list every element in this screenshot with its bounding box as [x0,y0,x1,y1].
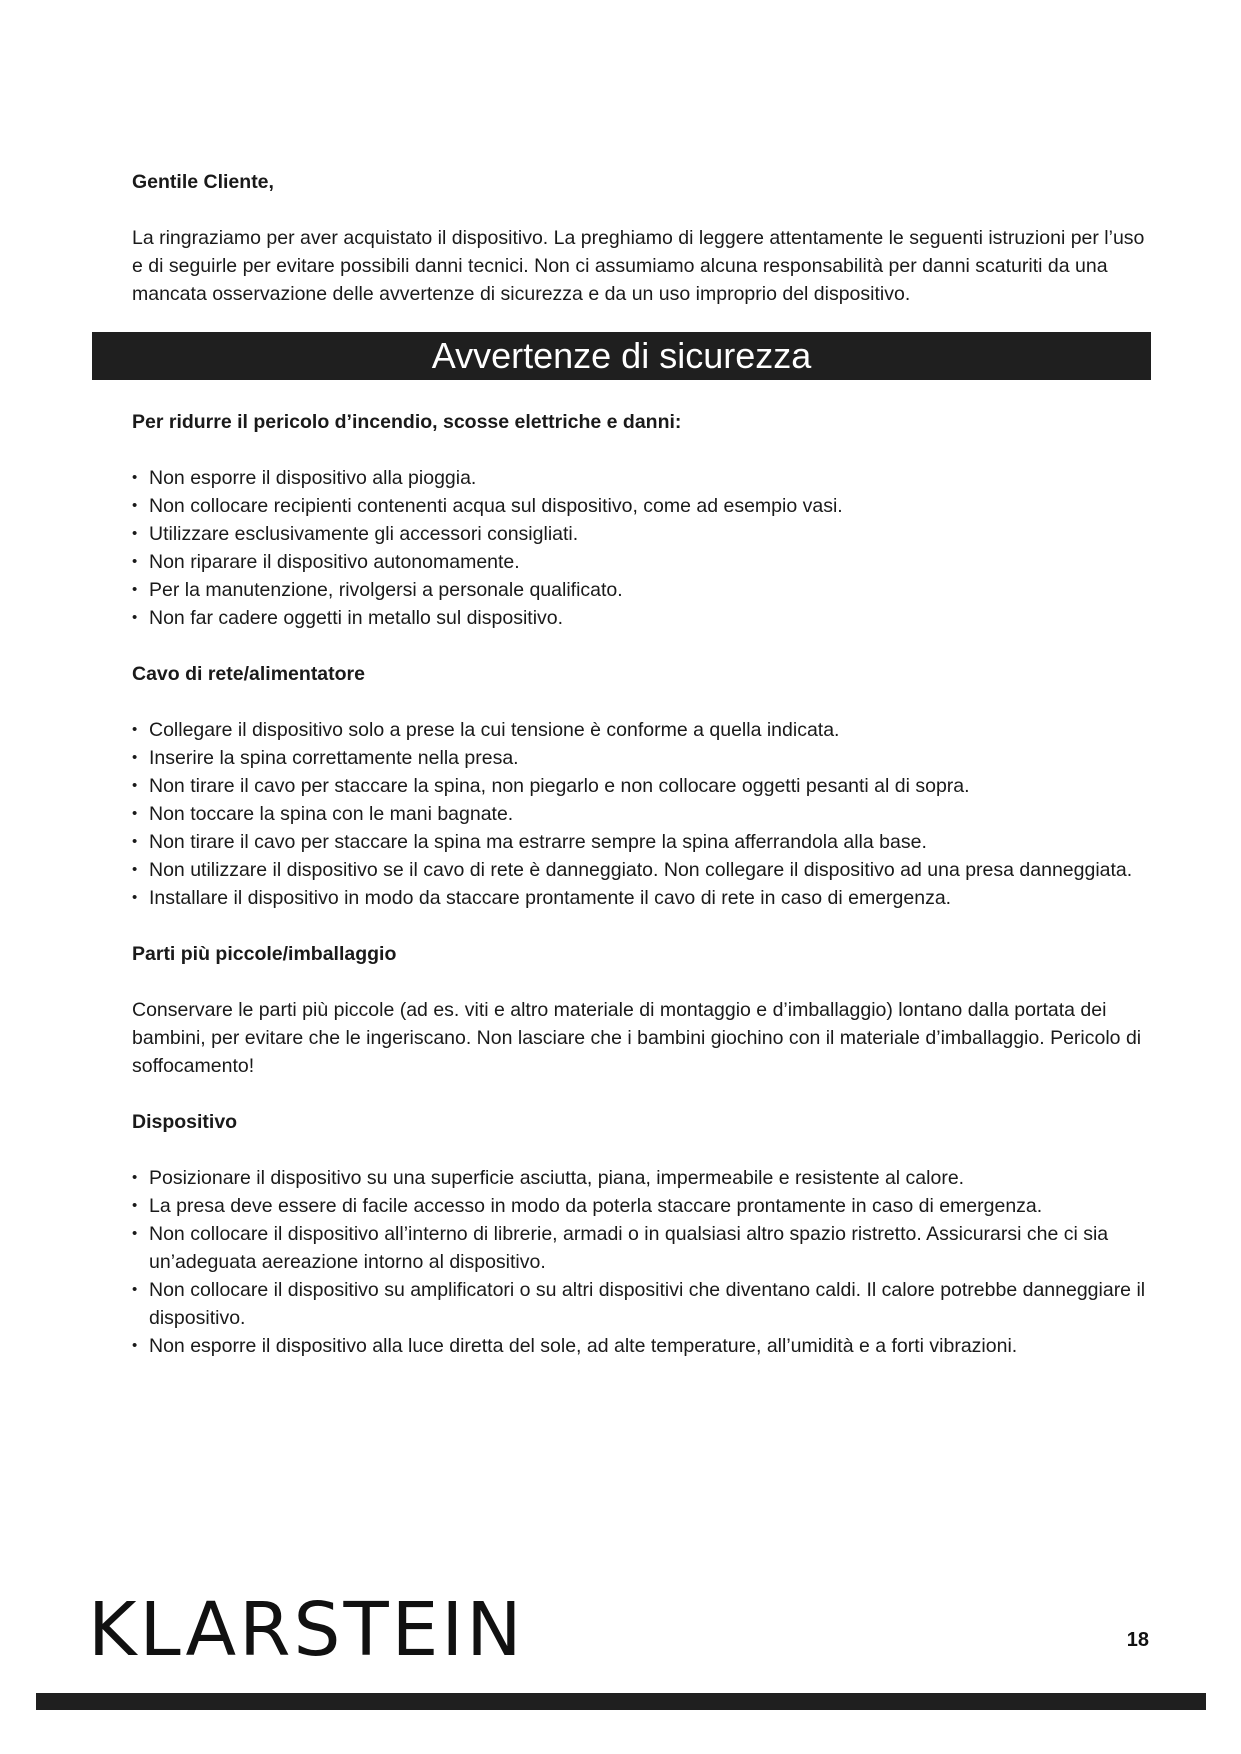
list-item: • Non collocare recipienti contenenti acqua sul dispositivo, come ad esempio vasi. [132,492,1158,520]
parts-paragraph: Conservare le parti più piccole (ad es. viti e altro materiale di montaggio e d’imballaggio) lontano dalla portata dei bambini, per evitare che le ingeriscano. Non lasciare che i bambini giochino con il materiale d’imballaggio. Pericolo di soffocamento! [132,999,1142,1077]
device-list [132,1164,1158,1360]
list-item: • Utilizzare esclusivamente gli accessori consigliati. [132,520,1158,548]
brand-logo: KLARSTEIN [88,1587,525,1673]
list-item: • Non riparare il dispositivo autonomamente. [132,548,1158,576]
list-item: • Non esporre il dispositivo alla pioggia. [132,464,1158,492]
list-item: • La presa deve essere di facile accesso in modo da poterla staccare prontamente in caso di emergenza. [132,1192,1158,1220]
risk-heading: Per ridurre il pericolo d’incendio, scosse elettriche e danni: [132,411,682,433]
list-item: • Non collocare il dispositivo su amplificatori o su altri dispositivi che diventano caldi. Il calore potrebbe danneggiare il dispositivo. [132,1276,1158,1332]
section-banner: Avvertenze di sicurezza [92,332,1151,380]
risk-list [132,464,1158,632]
greeting: Gentile Cliente, [132,171,274,193]
list-item: • Non toccare la spina con le mani bagnate. [132,800,1158,828]
list-item: • Non collocare il dispositivo all’interno di librerie, armadi o in qualsiasi altro spazio ristretto. Assicurarsi che ci sia un’adeguata aereazione intorno al dispositivo. [132,1220,1158,1276]
list-item: • Per la manutenzione, rivolgersi a personale qualificato. [132,576,1158,604]
list-item: • Installare il dispositivo in modo da staccare prontamente il cavo di rete in caso di emergenza. [132,884,1158,912]
page-number: 18 [1126,1629,1149,1651]
footer-bar [36,1693,1206,1710]
list-item: • Non tirare il cavo per staccare la spina, non piegarlo e non collocare oggetti pesanti al di sopra. [132,772,1158,800]
list-item: • Non far cadere oggetti in metallo sul dispositivo. [132,604,1158,632]
list-item: • Non esporre il dispositivo alla luce diretta del sole, ad alte temperature, all’umidità e a forti vibrazioni. [132,1332,1158,1360]
list-item: • Posizionare il dispositivo su una superficie asciutta, piana, impermeabile e resistente al calore. [132,1164,1158,1192]
cable-heading: Cavo di rete/alimentatore [132,663,365,685]
intro-paragraph: La ringraziamo per aver acquistato il dispositivo. La preghiamo di leggere attentamente le seguenti istruzioni per l’uso e di seguirle per evitare possibili danni tecnici. Non ci assumiamo alcuna responsabilità per danni scaturiti da una mancata osservazione delle avvertenze di sicurezza e da un uso improprio del dispositivo. [132,227,1145,305]
list-item: • Inserire la spina correttamente nella presa. [132,744,1158,772]
device-heading: Dispositivo [132,1111,238,1133]
cable-list [132,716,1158,912]
list-item: • Collegare il dispositivo solo a prese la cui tensione è conforme a quella indicata. [132,716,1158,744]
parts-heading: Parti più piccole/imballaggio [132,943,397,965]
list-item: • Non utilizzare il dispositivo se il cavo di rete è danneggiato. Non collegare il dispositivo ad una presa danneggiata. [132,856,1158,884]
list-item: • Non tirare il cavo per staccare la spina ma estrarre sempre la spina afferrandola alla base. [132,828,1158,856]
page-content [132,168,1158,1360]
